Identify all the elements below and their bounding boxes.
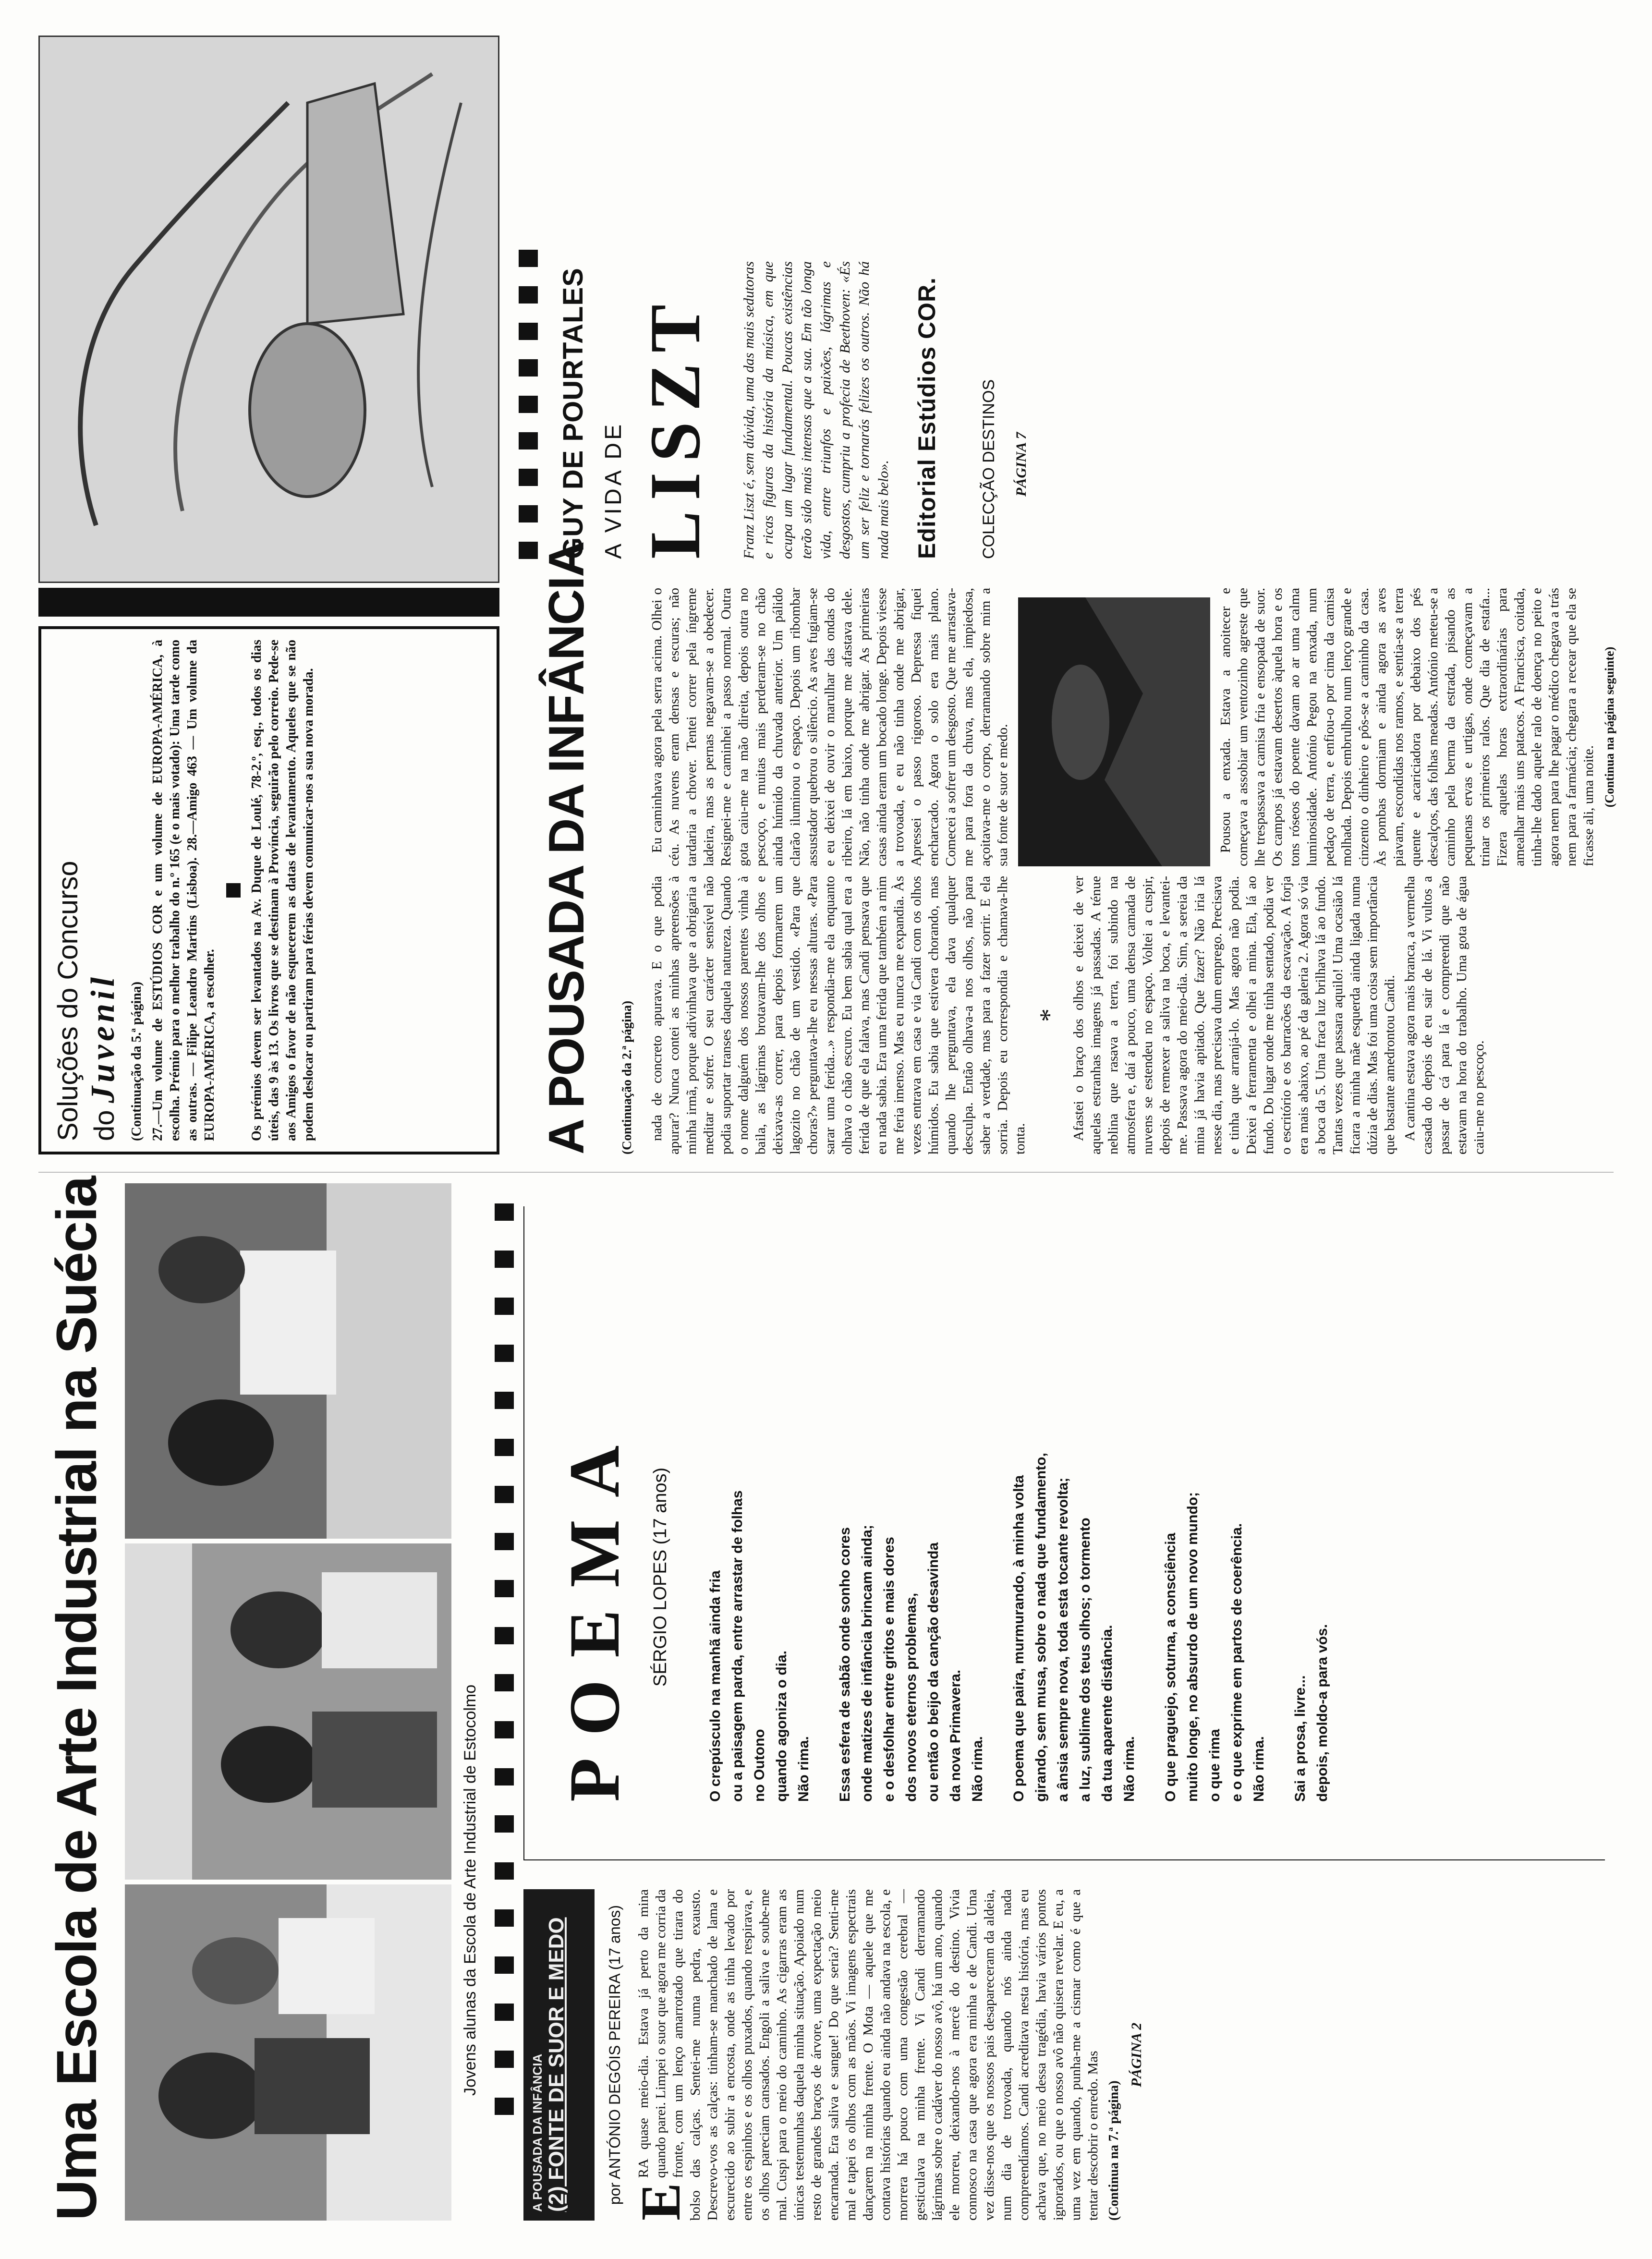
poem-line: Não rima. xyxy=(970,1736,985,1802)
poem-line: Não rima. xyxy=(1251,1736,1267,1802)
poem-line: muito longe, no absurdo de um novo mundo; xyxy=(1185,1492,1201,1802)
column-continued: (Continua na página seguinte) xyxy=(1603,646,1616,808)
poem-line: Não rima. xyxy=(1121,1736,1137,1802)
poem-line: ou então o beijo da canção desavinda xyxy=(925,1542,941,1802)
liszt-text: Franz Liszt é, sem dúvida, uma das mais sedutoras e ricas figuras da história da música, em que ocupa um lugar fundamental. Poucas existências terão sido mais intensas que a sua. Em tão longa vida, entre triunfos e paixões, lágrimas e desgostos, cumpriu a profecia de Beethoven: «És um ser feliz e tornarás felizes os outros. Não há nada mais belo». xyxy=(741,261,891,559)
poem-line: girando, sem musa, sobre o nada que fundamento, xyxy=(1033,1453,1049,1802)
photo-caption: Jovens alunas da Escola de Arte Industrial de Estocolmo xyxy=(461,1684,479,2096)
contest-heading xyxy=(52,640,84,1141)
school-photo-2 xyxy=(125,1543,451,1880)
liszt-author: GUY DE POURTALES xyxy=(558,267,589,559)
liszt-publisher: Editorial Estúdios COR. xyxy=(913,277,940,559)
paragraph: nada de concreto apurava. E o que podia apurar? Nunca contei as minhas apreensões à minha irmã, porque adivinhava que a obrigaria a meditar e sofrer. O seu carácter sensível não podia suportar transes daquela natureza. Quando o nome dalguém dos nossos parentes vinha à baila, as lágrimas brotavam-lhe dos olhos e deixava-as correr, para depois formarem um lagozito no chão de um vestido. «Para que choras?» perguntava-lhe eu nessas alturas. «Para sarar uma ferida...» respondia-me ela enquanto olhava o chão escuro. Eu bem sabia qual era a ferida de que ela falava, mas Candi pensava que eu nada sabia. Era uma ferida que também a mim me feria imenso. Mas eu nunca me expandia. Às vezes entrava em casa e via Candi com os olhos húmidos. Eu sabia que estivera chorando, mas quando lhe perguntava, ela dava qualquer desculpa. Então olhava-a nos olhos, não para saber a verdade, mas para a fazer sorrir. E ela sorria. Depois eu correspondia e chamava-lhe tonta. xyxy=(649,876,1028,1154)
poem-line: da tua aparente distância. xyxy=(1099,1625,1115,1802)
poem-line: e o desfolhar entre gritos e mais dores xyxy=(881,1537,897,1802)
poem-stanza-2 xyxy=(834,1206,989,1802)
decorative-bars-liszt xyxy=(519,250,538,559)
liszt-title: LISZT xyxy=(635,294,715,559)
photo-students-craft xyxy=(125,1543,451,1880)
star-separator: * xyxy=(1034,1008,1064,1022)
contest-separator xyxy=(226,883,241,898)
left-headline: Uma Escola de Arte Industrial na Suécia xyxy=(45,1177,109,2221)
right-headline: A POUSADA DA INFÂNCIA xyxy=(539,542,595,1154)
poem-line: a luz, sublime dos teus olhos; o tormento xyxy=(1077,1518,1093,1802)
left-page-number: PÁGINA 2 xyxy=(1129,2022,1144,2088)
liszt-collection: COLECÇÃO DESTINOS xyxy=(980,379,998,559)
contest-body-2: Os prémios devem ser levantados na Av. Duque de Loulé, 78-2.º, esq., todos os dias úteis, das 9 às 13. Os livros que se destinam à Província, seguirão pelo correio. Pede-se aos Amigos o favor de não esquecerem as datas de levantamento. Aqueles que se não podem deslocar ou partiram para férias devem comunicar-nos a sua nova morada. xyxy=(249,640,316,1141)
contest-heading-do: do xyxy=(89,1110,120,1141)
decorative-bars-top xyxy=(495,1203,514,2115)
poem-line: O que praguejo, soturna, a consciência xyxy=(1163,1532,1178,1802)
photo-students-art xyxy=(125,1884,451,2221)
poem-stanza-3 xyxy=(1008,1206,1141,1802)
drop-cap: E xyxy=(629,2183,692,2221)
paragraph: Pousou a enxada. Estava a anoitecer e começava a assobiar um ventozinho agreste que lhe trespassava a camisa fria e ensopada de suor. Os campos já estavam desertos àquela hora e os tons róseos do poente davam ao ar uma calma luminosidade. António Pegou na enxada, num pedaço de terra, e enfiou-o por cima da camisa molhada. Depois embrulhou num lenço grande e cinzento o dinheiro e pôs-se a caminho da casa. Às pombas dormiam e ainda agora as aves piavam, escondidas nos ramos, e sentia-se a terra quente e acariciadora por debaixo dos pés descalços, das folhas meadas. António meteu-se a caminho pela berma da estrada, pisando as pequenas ervas e urtigas, onde começavam a trinar os primeiros ralos. Que dia de estafa... Fizera aquelas horas extraordinárias para amealhar mais uns patacos. A Francisca, coitada, tinha-lhe dado aquele ralo de doença no peito e agora nem para lhe pagar o médico chegava a trás nem para a farmácia; chegara a recear que ela se ficasse ali, uma noite. xyxy=(1218,588,1596,866)
contest-box xyxy=(38,626,499,1154)
photo-dark-figure xyxy=(1018,597,1210,866)
story-title-block xyxy=(523,1889,595,2221)
poem-line: quando agoniza o dia. xyxy=(774,1651,790,1802)
continuation-note: (Continuação da 2.ª página) xyxy=(620,1000,634,1154)
poem-line: da nova Primavera. xyxy=(947,1669,963,1802)
paragraph: A cantina estava agora mais branca, a vermelha casada do depois de eu sair de lá. Vi vultos a passar de cá para lá e compreendi que não estavam na hora do trabalho. Uma gota de água caiu-me no pescoço. xyxy=(1402,876,1487,1154)
poem-box xyxy=(523,1206,1605,1860)
poem-line: O poema que paira, murmurando, à minha volta xyxy=(1011,1475,1027,1802)
contest-heading-2 xyxy=(84,640,122,1141)
illustration-drawing xyxy=(38,36,499,583)
poem-line: O crepúsculo na manhã ainda fria xyxy=(707,1570,723,1802)
school-photo-3 xyxy=(125,1183,451,1539)
contest-heading-name: Juvenil xyxy=(85,973,121,1103)
contest-continuation: (Continuação da 5.ª página) xyxy=(129,981,144,1141)
liszt-subtitle: A VIDA DE xyxy=(601,421,626,559)
school-photo-1 xyxy=(125,1884,451,2221)
large-illustration xyxy=(38,36,499,583)
poem-line: no Outono xyxy=(752,1729,767,1802)
paragraph: Eu caminhava agora pela serra acima. Olhei o céu. As nuvens eram densas e escuras; não tardaria a chover. Tentei correr pela íngreme ladeira, mas as pernas negavam-se a obedecer. Resignei-me e caminhei a passo normal. Outra gota caiu-me na mão direita, depois outra no pescoço, e muitas mais perderam-se no chão ainda húmido da chuvada anterior. Um pálido clarão iluminou o espaço. Depois um ribombar assustador quebrou o silêncio. As aves fugiam-se e eu deixei de ouvir o marulhar das ondas do ribeiro, lá em baixo, porque me afastava dele. Não, não tinha onde me abrigar. As primeiras casas ainda eram um bocado longe. Depois viesse a trovoada, e eu não tinha onde me abrigar, Apressei o passo rigoroso. Depressa fiquei encharcado. Agora o solo era mais plano. Comecei a sofrer um desgosto. Que me arrastava-me para fora da chuva, mas ela, impiedosa, açoitava-me o corpo, derramando sobre mim a sua fonte de suor e medo. xyxy=(649,588,1010,866)
center-fold xyxy=(38,1172,1614,1173)
poem-line: onde matizes de infância brincam ainda; xyxy=(859,1525,875,1802)
poem-line: Essa esfera de sabão onde sonho cores xyxy=(837,1527,853,1802)
story-box xyxy=(523,1889,1145,2221)
contest-heading-top: Soluções do Concurso xyxy=(52,861,84,1141)
small-dark-photo xyxy=(1018,597,1210,866)
poem-author: SÉRGIO LOPES (17 anos) xyxy=(650,1467,670,1687)
photo-students-workshop xyxy=(125,1183,451,1539)
poem-stanza-5 xyxy=(1289,1206,1334,1802)
poem-line: o que rima xyxy=(1207,1729,1223,1802)
poem-line: ou a paisagem parda, entre arrastar de folhas xyxy=(729,1490,745,1802)
poem-stanza-4 xyxy=(1160,1206,1270,1802)
paragraph: Afastei o braço dos olhos e deixei de ver aquelas estranhas imagens já passadas. A ténue neblina que rasava a terra, foi subindo na atmosfera e, daí a pouco, uma densa camada de nuvens se estendeu no espaço. Voltei a cuspir, depois de remexer a saliva na boca, e levantei-me. Passava agora do meio-dia. Sim, a sereia da mina já havia apitado. Que fazer? Não iria lá nesse dia, mas precisava dum emprego. Precisava e tinha que arranjá-lo. Mas agora não podia. Deixei a ferramenta e olhei a mina. Ela, lá ao fundo. Do lugar onde me tinha sentado, podia ver o escritório e os barracões da escavação. A forja era mais abaixo, ao pé da galeria 2. Agora só via a boca da 5. Uma fraca luz brilhava lá ao fundo. Tantas vezes que passara aquilo! Uma ocasião lá ficara a minha mãe esquerda ainda ligada numa dúzia de dias. Mas foi uma coisa sem importância que bastante amedrontou Candi. xyxy=(1071,876,1397,1154)
right-column-1 xyxy=(648,876,1491,1154)
poem-body xyxy=(705,1206,1334,1802)
poem-title: POEMA xyxy=(555,1423,634,1802)
right-page-number: PÁGINA 7 xyxy=(1013,432,1029,497)
story-byline: por ANTÓNIO DEGÓIS PEREIRA (17 anos) xyxy=(606,1905,623,2205)
story-series-label: A POUSADA DA INFÂNCIA xyxy=(530,2053,545,2212)
poem-line: a ânsia sempre nova, toda esta tocante revolta; xyxy=(1055,1477,1071,1802)
poem-line: e o que exprime em partos de coerência. xyxy=(1229,1523,1245,1802)
story-paragraph: RA quase meio-dia. Estava já perto da mina quando parei. Limpei o suor que agora me corria da fronte, com um lenço amarrotado que tirara do bolso das calças. Sentei-me numa pedra, exausto. Descrevo-vos as calças: tinham-se manchado de lama e escurecido ao subir a encosta, onde as tinha levado por entre os espinhos e os olhos puxados, quando respirava, e os olhos pareciam cansados. Engoli a saliva e soube-me mal. Cuspi para o meio do caminho. As cigarras eram as únicas testemunhas daquela minha situação. Apoiado num resto de grandes braços de árvore, uma expectação meio encarnada. Era saliva e sangue! Do que seria? Senti-me mal e tapei os olhos com as mãos. Vi imagens espectrais dançarem na minha frente. O Mota — aquele que me contava histórias quando eu ainda não andava na escola, e morrera há pouco com uma congestão cerebral — gesticulava na minha frente. Vi Candi derramando lágrimas sobre o cadáver do nosso avô, há um ano, quando ele morreu, deixando-nos à mercê do destino. Vivia connosco na casa que agora era minha e de Candi. Uma vez disse-nos que os nossos pais desapareceram da aldeia, num dia de trovoada, quando nós ainda nada compreendíamos. Candi acreditava nesta história, mas eu achava que, no meio dessa tragédia, havia vários pontos ignorados, ou que o nosso avô não quisera revelar. E eu, a uma vez em quando, punha-me a cismar como é que a tentar descobrir o enredo. Mas xyxy=(636,1889,1101,2221)
poem-line: Não rima. xyxy=(796,1736,812,1802)
poem-line: dos novos eternos problemas, xyxy=(903,1592,919,1802)
story-continued: (Continua na 7.ª página) xyxy=(1106,2080,1121,2221)
right-column-2 xyxy=(648,588,1618,866)
contest-body: 27.—Um volume de ESTÚDIOS COR e um volume de EUROPA-AMÉRICA, à escolha. Prémio para o melhor trabalho do n.º 165 (e o mais votado): Uma tarde como as outras. — Filipe Leandro Martins (Lisboa). 28.—Amigo 463 — Um volume da EUROPA-AMÉRICA, a escolher. xyxy=(150,640,217,1141)
poem-line: Sai a prosa, livre... xyxy=(1292,1675,1308,1802)
story-title: (2) FONTE DE SUOR E MEDO xyxy=(545,1917,568,2212)
poem-line: depois, moldo-a para vós. xyxy=(1314,1624,1330,1802)
poem-stanza-1 xyxy=(705,1206,815,1802)
black-bar-divider xyxy=(38,588,499,617)
story-body xyxy=(629,1889,1102,2221)
liszt-ad xyxy=(519,252,1604,569)
